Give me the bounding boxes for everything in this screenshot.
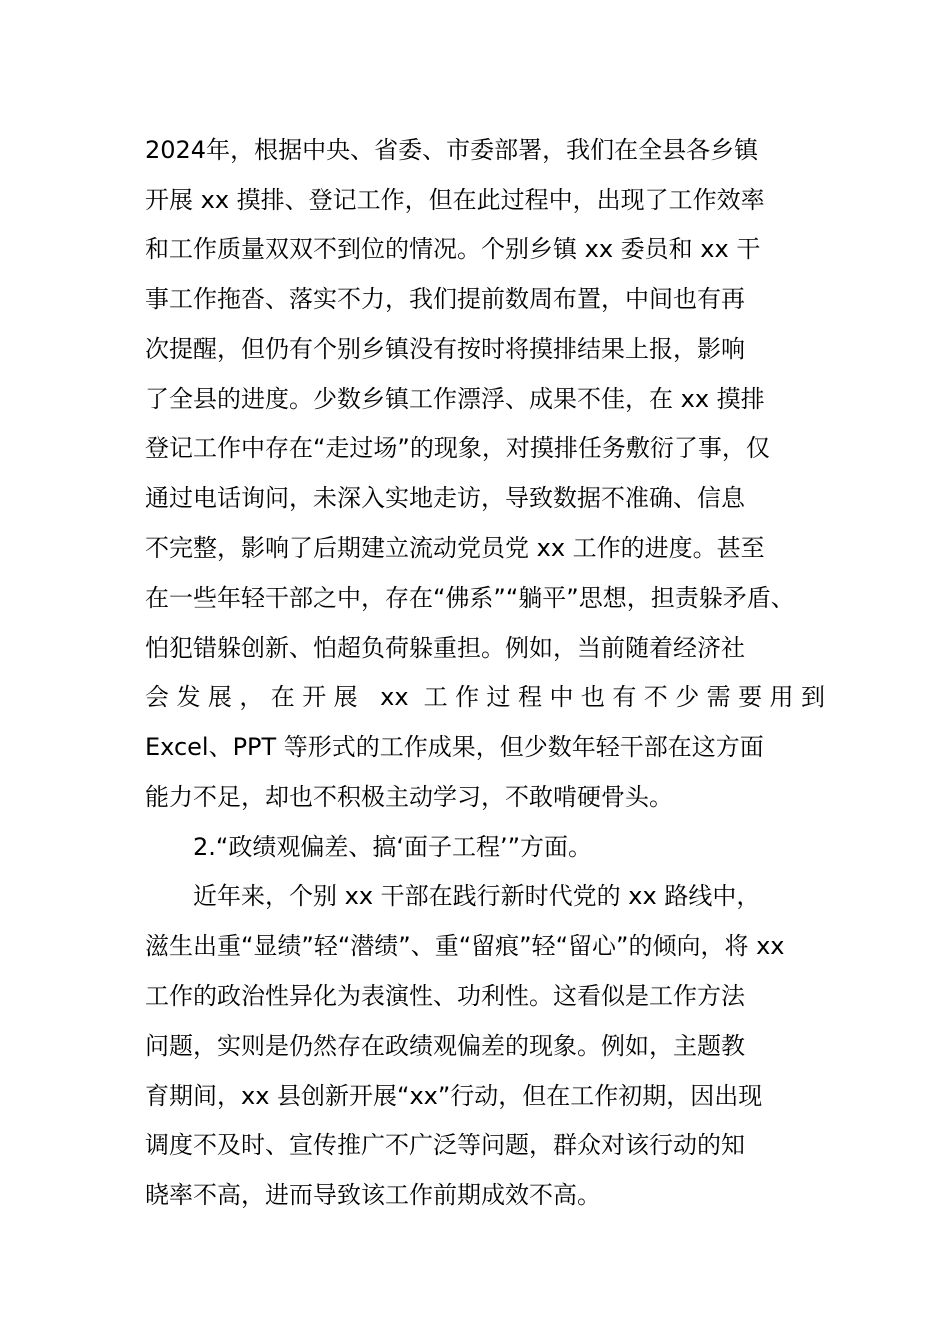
paragraph-line: 会发展，在开展 xx 工作过程中也有不少需要用到 <box>145 683 825 711</box>
paragraph-line: Excel、PPT 等形式的工作成果，但少数年轻干部在这方面 <box>145 733 764 761</box>
paragraph-line: 问题，实则是仍然存在政绩观偏差的现象。例如，主题教 <box>145 1032 745 1060</box>
paragraph-line: 近年来，个别 xx 干部在践行新时代党的 xx 路线中， <box>193 882 761 910</box>
paragraph-line: 登记工作中存在“走过场”的现象，对摸排任务敷衍了事，仅 <box>145 434 770 462</box>
paragraph-line: 晓率不高，进而导致该工作前期成效不高。 <box>145 1181 601 1209</box>
paragraph-line: 了全县的进度。少数乡镇工作漂浮、成果不佳，在 xx 摸排 <box>145 385 765 413</box>
paragraph-line: 育期间，xx 县创新开展“xx”行动，但在工作初期，因出现 <box>145 1082 763 1110</box>
paragraph-line: 怕犯错躲创新、怕超负荷躲重担。例如，当前随着经济社 <box>145 634 745 662</box>
paragraph-line: 在一些年轻干部之中，存在“佛系”“躺平”思想，担责躲矛盾、 <box>145 584 795 612</box>
paragraph-line: 和工作质量双双不到位的情况。个别乡镇 xx 委员和 xx 干 <box>145 235 761 263</box>
paragraph-line: 通过电话询问，未深入实地走访，导致数据不准确、信息 <box>145 484 745 512</box>
paragraph-line: 工作的政治性异化为表演性、功利性。这看似是工作方法 <box>145 982 745 1010</box>
paragraph-line: 调度不及时、宣传推广不广泛等问题，群众对该行动的知 <box>145 1131 745 1159</box>
paragraph-line: 开展 xx 摸排、登记工作，但在此过程中，出现了工作效率 <box>145 186 765 214</box>
section-heading: 2.“政绩观偏差、搞‘面子工程’”方面。 <box>193 833 593 861</box>
paragraph-line: 次提醒，但仍有个别乡镇没有按时将摸排结果上报，影响 <box>145 335 745 363</box>
paragraph-line: 不完整，影响了后期建立流动党员党 xx 工作的进度。甚至 <box>145 534 765 562</box>
paragraph-line: 事工作拖沓、落实不力，我们提前数周布置，中间也有再 <box>145 285 745 313</box>
paragraph-line: 滋生出重“显绩”轻“潜绩”、重“留痕”轻“留心”的倾向，将 xx <box>145 932 785 960</box>
paragraph-line: 2024年，根据中央、省委、市委部署，我们在全县各乡镇 <box>145 136 759 164</box>
paragraph-line: 能力不足，却也不积极主动学习，不敢啃硬骨头。 <box>145 783 673 811</box>
